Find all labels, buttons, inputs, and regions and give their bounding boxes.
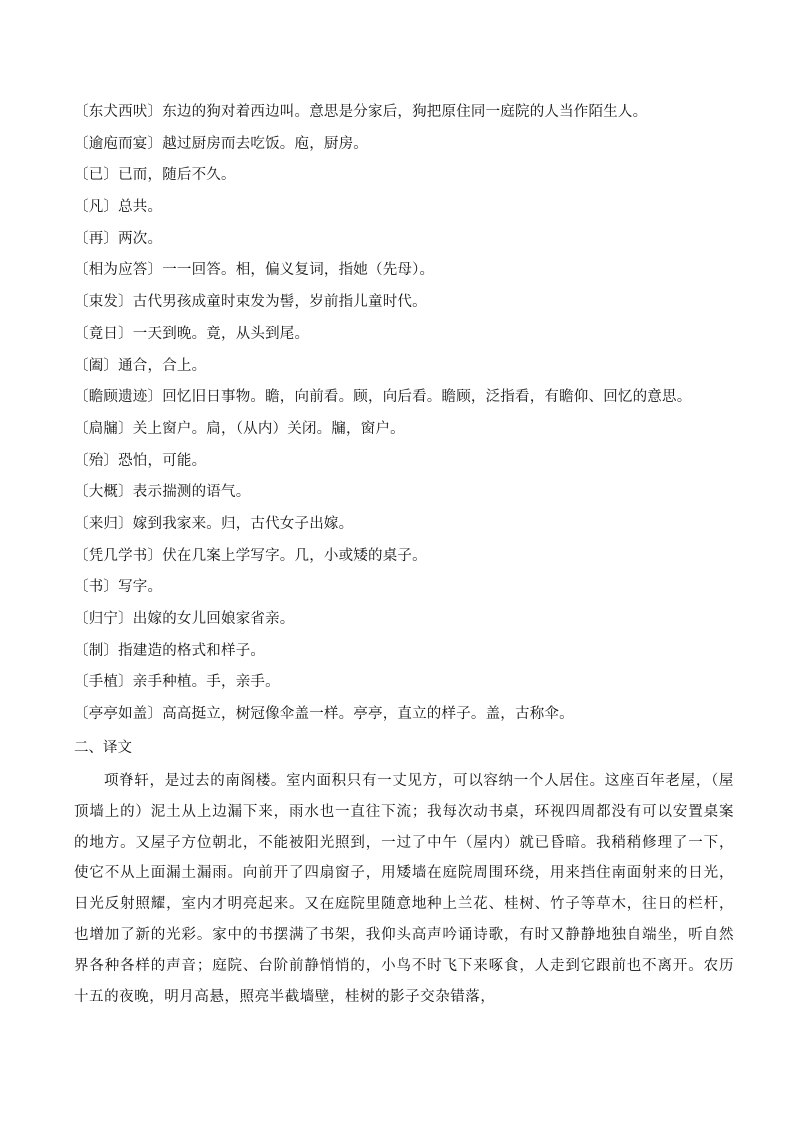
glossary-item: 〔阖〕通合，合上。 [74,357,207,374]
glossary-item: 〔制〕指建造的格式和样子。 [74,642,266,659]
glossary-item: 〔瞻顾遗迹〕回忆旧日事物。瞻，向前看。顾，向后看。瞻顾，泛指看，有瞻仰、回忆的意思。 [74,389,692,406]
glossary-item: 〔已〕已而，随后不久。 [74,167,236,184]
glossary-item: 〔手植〕亲手种植。手，亲手。 [74,674,280,691]
glossary-item: 〔凡〕总共。 [74,199,163,216]
glossary-item: 〔大概〕表示揣测的语气。 [74,484,251,501]
glossary-item: 〔来归〕嫁到我家来。归，古代女子出嫁。 [74,515,354,532]
section-heading: 二、译文 [74,740,132,756]
glossary-item: 〔竟日〕一天到晚。竟，从头到尾。 [74,325,310,342]
glossary-item: 〔归宁〕出嫁的女儿回娘家省亲。 [74,611,295,627]
glossary-item: 〔扃牖〕关上窗户。扃，（从内）关闭。牖，窗户。 [74,420,405,437]
glossary-item: 〔东犬西吠〕东边的狗对着西边叫。意思是分家后，狗把原住同一庭院的人当作陌生人。 [74,104,648,120]
glossary-item: 〔书〕写字。 [74,579,163,596]
glossary-item: 〔相为应答〕一一回答。相，偏义复词，指她（先母）。 [74,262,435,279]
glossary-item: 〔殆〕恐怕，可能。 [74,452,207,469]
glossary-item: 〔凭几学书〕伏在几案上学写字。几，小或矮的桌子。 [74,547,427,564]
translation-paragraph: 项脊轩，是过去的南阁楼。室内面积只有一丈见方，可以容纳一个人居住。这座百年老屋，（屋顶墙上的）泥土从上边漏下来，雨水也一直往下流；我每次动书桌，环视四周都没有可以安置桌案的地方。又屋子方位朝北，不能被阳光照到，一过了中午（屋内）就已昏暗。我稍稍修理了一下，使它不从上面漏土漏雨。向前开了四扇窗子，用矮墙在庭院周围环绕，用来挡住南面射来的日光，日光反射照耀，室内才明亮起来。又在庭院里随意地种上兰花、桂树、竹子等草木，往日的栏杆，也增加了新的光彩。家中的书摆满了书架，我仰头高声吟诵诗歌，有时又静静地独自端坐，听自然界各种各样的声音；庭院、台阶前静悄悄的，小鸟不时飞下来啄食，人走到它跟前也不离开。农历十五的夜晚，明月高悬，照亮半截墙壁，桂树的影子交杂错落， [74,773,734,1005]
glossary-list [74,97,754,731]
glossary-item: 〔再〕两次。 [74,230,163,247]
glossary-item: 〔束发〕古代男孩成童时束发为髻，岁前指儿童时代。 [74,294,427,311]
glossary-item: 〔亭亭如盖〕高高挺立，树冠像伞盖一样。亭亭，直立的样子。盖，古称伞。 [74,706,574,723]
glossary-item: 〔逾庖而宴〕越过厨房而去吃饭。庖，厨房。 [74,135,368,152]
